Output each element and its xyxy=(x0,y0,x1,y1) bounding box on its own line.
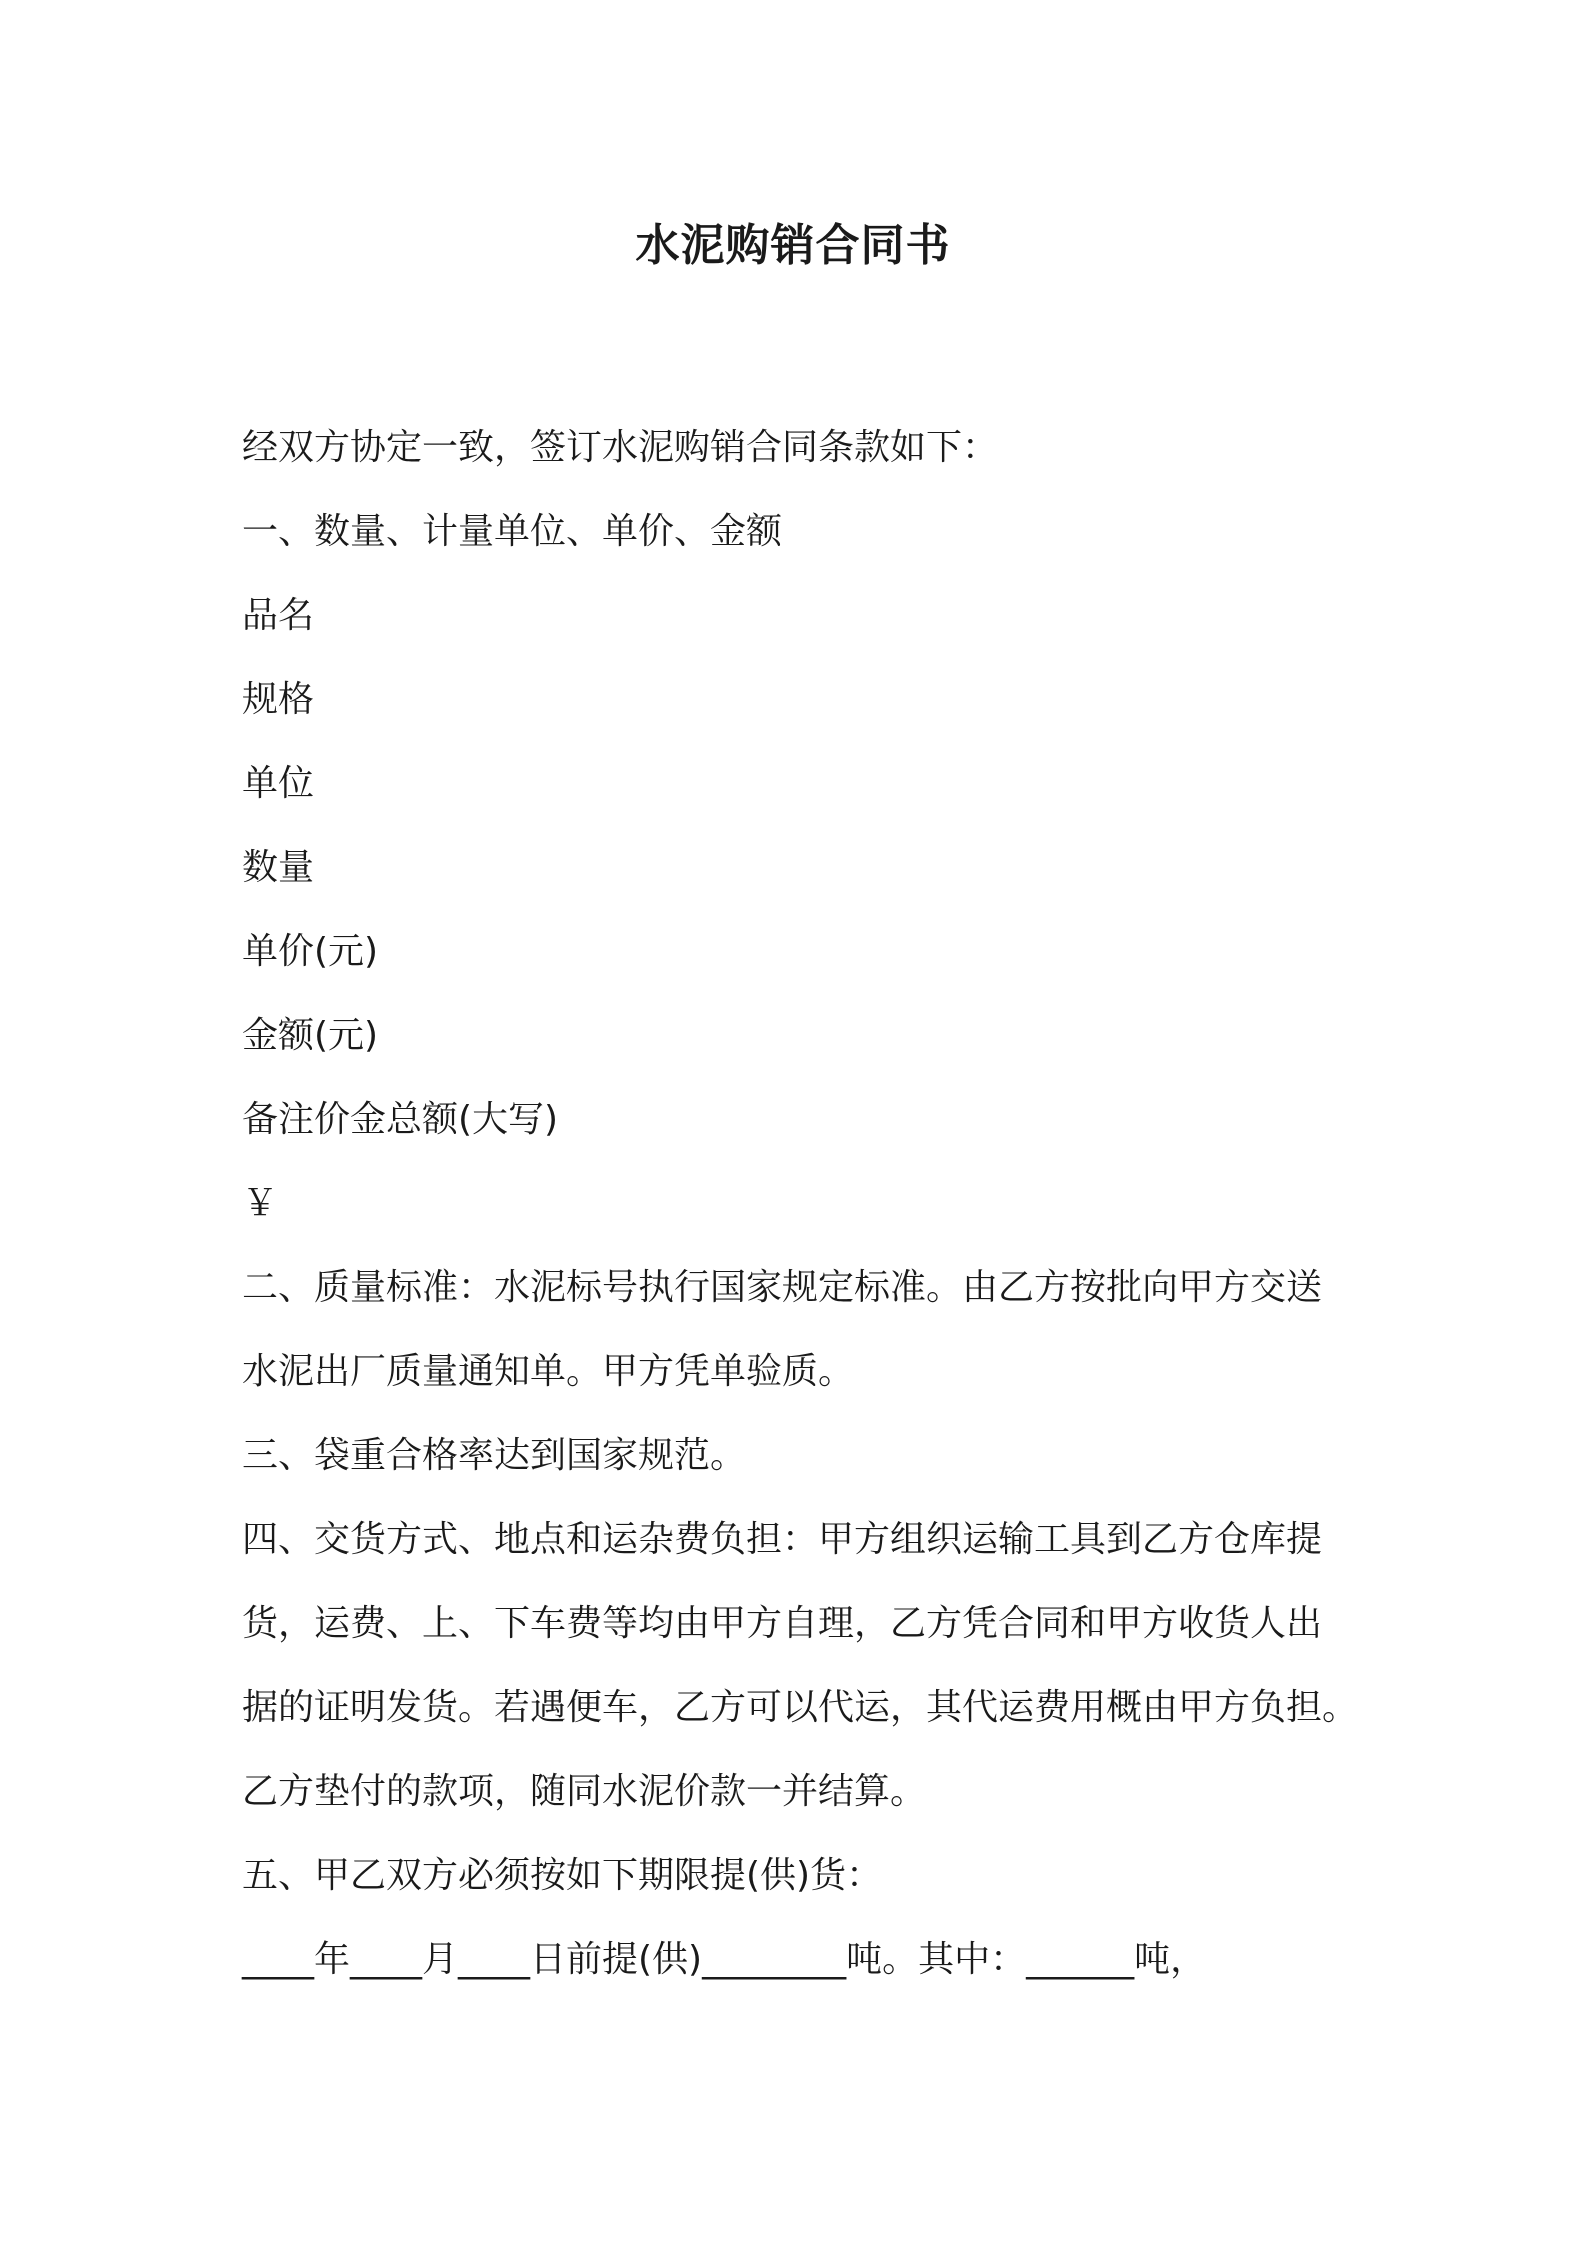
section-4-line-1: 四、交货方式、地点和运杂费负担：甲方组织运输工具到乙方仓库提 xyxy=(242,1519,1323,1560)
field-unit: 单位 xyxy=(242,763,315,804)
field-unit-price: 单价(元) xyxy=(242,931,379,972)
section-5-heading: 五、甲乙双方必须按如下期限提(供)货： xyxy=(242,1855,883,1896)
section-4-line-2: 货，运费、上、下车费等均由甲方自理，乙方凭合同和甲方收货人出 xyxy=(242,1603,1323,1644)
field-specification: 规格 xyxy=(242,679,315,720)
section-5-date-line: ____年____月____日前提(供)________吨。其中：______吨， xyxy=(242,1939,1207,1980)
section-2-line-2: 水泥出厂质量通知单。甲方凭单验质。 xyxy=(242,1351,855,1392)
field-currency-symbol: ￥ xyxy=(242,1183,279,1224)
field-product-name: 品名 xyxy=(242,595,315,636)
section-4-line-3: 据的证明发货。若遇便车，乙方可以代运，其代运费用概由甲方负担。 xyxy=(242,1687,1359,1728)
field-remarks-total: 备注价金总额(大写) xyxy=(242,1099,559,1140)
section-1-heading: 一、数量、计量单位、单价、金额 xyxy=(242,511,783,552)
document-body xyxy=(242,406,1362,2002)
section-2-line-1: 二、质量标准：水泥标号执行国家规定标准。由乙方按批向甲方交送 xyxy=(242,1267,1323,1308)
section-3-line: 三、袋重合格率达到国家规范。 xyxy=(242,1435,747,1476)
section-4-line-4: 乙方垫付的款项，随同水泥价款一并结算。 xyxy=(242,1771,927,1812)
field-amount: 金额(元) xyxy=(242,1015,379,1056)
intro-line: 经双方协定一致，签订水泥购销合同条款如下： xyxy=(242,427,999,468)
field-quantity: 数量 xyxy=(242,847,315,888)
document-title: 水泥购销合同书 xyxy=(635,220,951,271)
